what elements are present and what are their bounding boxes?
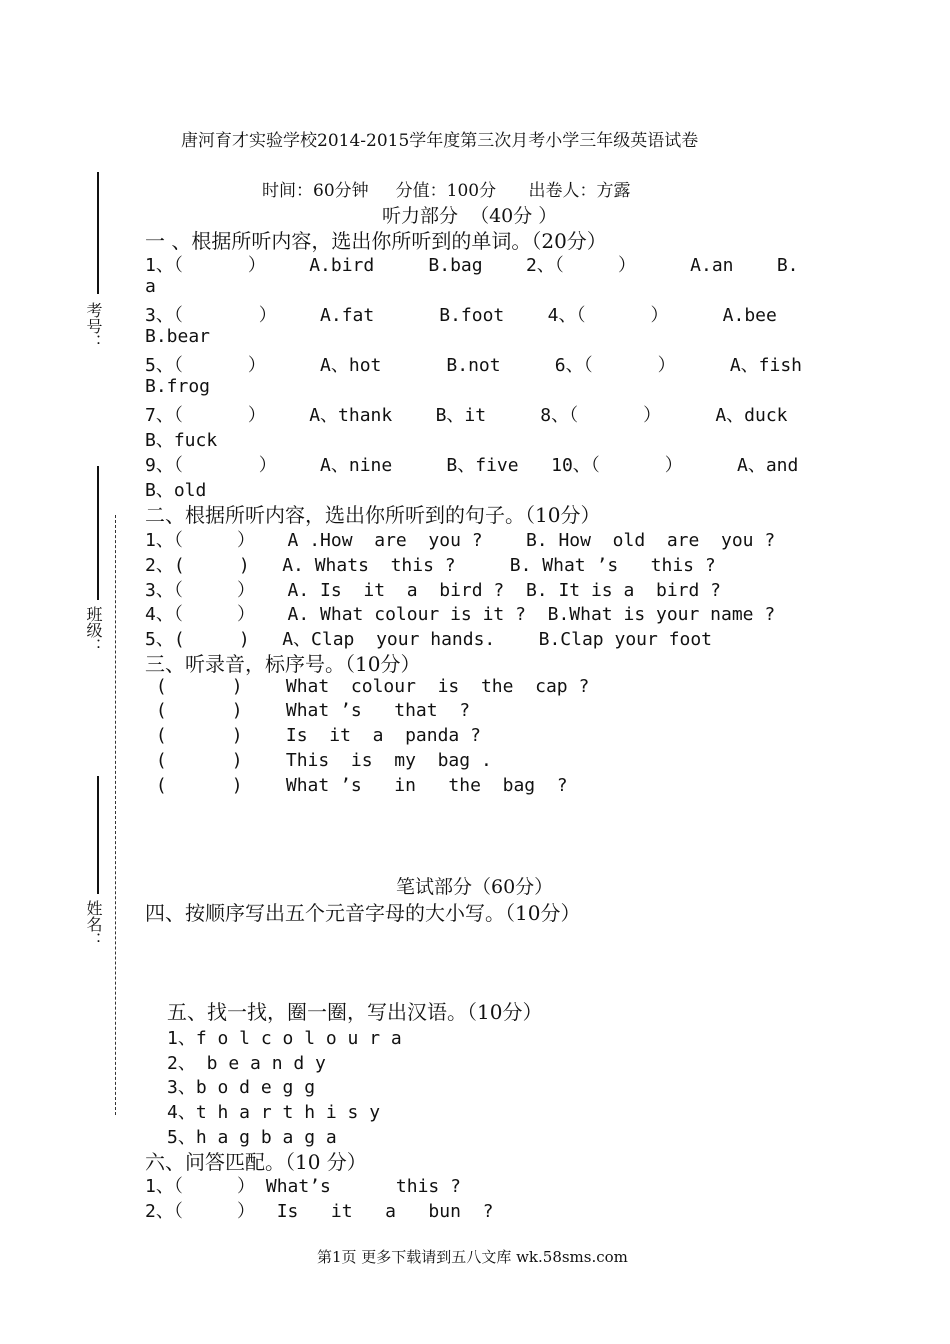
s1-line: 9、（ ） A、nine B、five 10、（ ） A、and xyxy=(145,455,799,476)
s6-line: 1、（ ） What’s this ? xyxy=(145,1176,461,1197)
s3-line: ( ) What colour is the cap ? xyxy=(145,676,590,697)
binding-line-middle xyxy=(97,466,99,600)
page-footer: 第1页 更多下载请到五八文库 wk.58sms.com xyxy=(317,1248,628,1266)
s1-line: a xyxy=(145,276,156,297)
s1-line: B、fuck xyxy=(145,430,218,451)
s1-line: B.frog xyxy=(145,376,211,397)
exam-number-label: 考号： xyxy=(84,302,103,350)
s1-line: 7、（ ） A、thank B、it 8、（ ） A、duck xyxy=(145,405,788,426)
s3-line: ( ) What ’s in the bag ? xyxy=(145,775,568,796)
s3-line: ( ) What ’s that ? xyxy=(145,700,471,721)
s5-line: 1、f o l c o l o u r a xyxy=(167,1028,402,1049)
section-5-heading: 五、找一找，圈一圈，写出汉语。（10分） xyxy=(167,1000,543,1024)
exam-info: 时间：60分钟 分值：100分 出卷人：方露 xyxy=(262,181,631,201)
binding-line-top xyxy=(97,172,99,294)
section-1-heading: 一 、根据所听内容，选出你所听到的单词。（20分） xyxy=(145,229,607,253)
s2-line: 3、（ ） A. Is it a bird ? B. It is a bird ? xyxy=(145,580,722,601)
s3-line: ( ) This is my bag . xyxy=(145,750,492,771)
s2-line: 1、（ ） A .How are you ? B. How old are you ? xyxy=(145,530,776,551)
s1-line: B.bear xyxy=(145,326,211,347)
s5-line: 2、 b e a n d y xyxy=(167,1053,326,1074)
class-label: 班级： xyxy=(84,606,103,654)
s5-line: 3、b o d e g g xyxy=(167,1077,316,1098)
s2-line: 5、( ) A、Clap your hands. B.Clap your foot xyxy=(145,629,713,650)
s2-line: 4、（ ） A. What colour is it ? B.What is your name ? xyxy=(145,604,776,625)
exam-title: 唐河育才实验学校2014-2015学年度第三次月考小学三年级英语试卷 xyxy=(181,131,699,151)
section-3-heading: 三、听录音，标序号。（10分） xyxy=(145,652,421,676)
section-4-heading: 四、按顺序写出五个元音字母的大小写。（10分） xyxy=(145,901,581,925)
listening-section-header: 听力部分 （40分 ） xyxy=(382,205,558,227)
section-6-heading: 六、问答匹配。（10 分） xyxy=(145,1150,367,1174)
binding-dashed-line xyxy=(115,515,116,1115)
s3-line: ( ) Is it a panda ? xyxy=(145,725,481,746)
s5-line: 5、h a g b a g a xyxy=(167,1127,337,1148)
s2-line: 2、( ) A. Whats this ? B. What ’s this ? xyxy=(145,555,716,576)
s1-line: 5、（ ） A、hot B.not 6、（ ） A、fish xyxy=(145,355,803,376)
name-label: 姓名： xyxy=(84,900,103,948)
binding-line-bottom xyxy=(97,776,99,894)
s6-line: 2、（ ） Is it a bun ? xyxy=(145,1201,494,1222)
s1-line: 1、（ ） A.bird B.bag 2、（ ） A.an B. xyxy=(145,255,799,276)
s5-line: 4、t h a r t h i s y xyxy=(167,1102,381,1123)
s1-line: 3、（ ） A.fat B.foot 4、（ ） A.bee xyxy=(145,305,777,326)
section-2-heading: 二、根据所听内容，选出你所听到的句子。（10分） xyxy=(145,503,601,527)
s1-line: B、old xyxy=(145,480,207,501)
written-section-header: 笔试部分（60分） xyxy=(396,876,554,898)
